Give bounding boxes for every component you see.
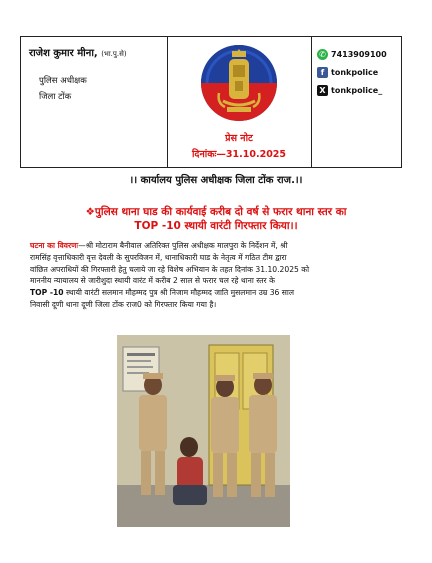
headline-bullet-icon: ❖ (85, 206, 95, 218)
letterhead (20, 36, 402, 168)
facebook-contact (317, 67, 378, 78)
headline-text-1: पुलिस थाना घाड की कार्यवाई करीब दो वर्ष से फरार थाना स्तर का (94, 206, 347, 218)
facebook-icon: f (317, 67, 328, 78)
facebook-handle: tonkpolice (331, 68, 379, 77)
arrest-photo (117, 335, 290, 527)
officer-info (21, 37, 168, 167)
top10-label: TOP -10 (30, 288, 64, 298)
headline-line-1 (30, 205, 402, 219)
body-line: माननीय न्यायालय से जारीशुदा स्थायी वारंट में करीब 2 साल से फरार चल रहे थाना स्तर के (30, 276, 275, 286)
officer-service: (भा.पु.से) (101, 50, 127, 58)
x-icon: X (317, 85, 328, 96)
social-panel (311, 37, 401, 167)
body-text: स्थायी वारंटी सलमान मौहम्मद पुत्र श्री निजाम मौहम्मद जाति मुसलमान उम्र 36 साल (63, 288, 295, 298)
headline-line-2: TOP -10 स्थायी वारंटी गिरफ्तार किया।। (134, 220, 298, 232)
office-line: ।। कार्यालय पुलिस अधीक्षक जिला टोंक राज.।। (129, 175, 303, 186)
whatsapp-icon: ✆ (317, 49, 328, 60)
x-contact (317, 85, 382, 96)
incident-label: घटना का विवरणः (30, 241, 79, 250)
body-line: निवासी दूणी थाना दूणी जिला टोंक राज0 को गिरफ्तार किया गया है। (30, 299, 217, 309)
emblem-panel (167, 37, 312, 167)
officer-district: जिला टोंक (39, 92, 72, 102)
phone-number: 7413909100 (331, 50, 387, 59)
body-line: वांछित अपराधियों की गिरफ्तारी हेतु चलाये जा रहे विशेष अभियान के तहत दिनांक 31.10.2025 को (30, 264, 310, 274)
officer-name: राजेश कुमार मीना, (29, 48, 98, 59)
incident-description (30, 240, 402, 311)
press-note-title: प्रेस नोट (225, 133, 253, 144)
body-text: —श्री मोटाराम बैनीवाल अतिरिक्त पुलिस अधीक्षक मालपुरा के निर्देशन में, श्री (78, 241, 288, 250)
officer-name-line (29, 45, 127, 59)
officer-title: पुलिस अधीक्षक (39, 76, 87, 86)
press-note-date: दिनांकः—31.10.2025 (191, 149, 287, 160)
phone-contact (317, 49, 387, 60)
body-line (30, 287, 402, 299)
police-emblem-icon (199, 43, 279, 123)
body-line: रामसिंह वृत्ताधिकारी वृत्त देवली के सुपरविजन में, थानाधिकारी घाड के नेतृत्व में गठित टीम द्वारा (30, 252, 287, 262)
body-line (30, 240, 402, 252)
x-handle: tonkpolice_ (331, 86, 383, 95)
